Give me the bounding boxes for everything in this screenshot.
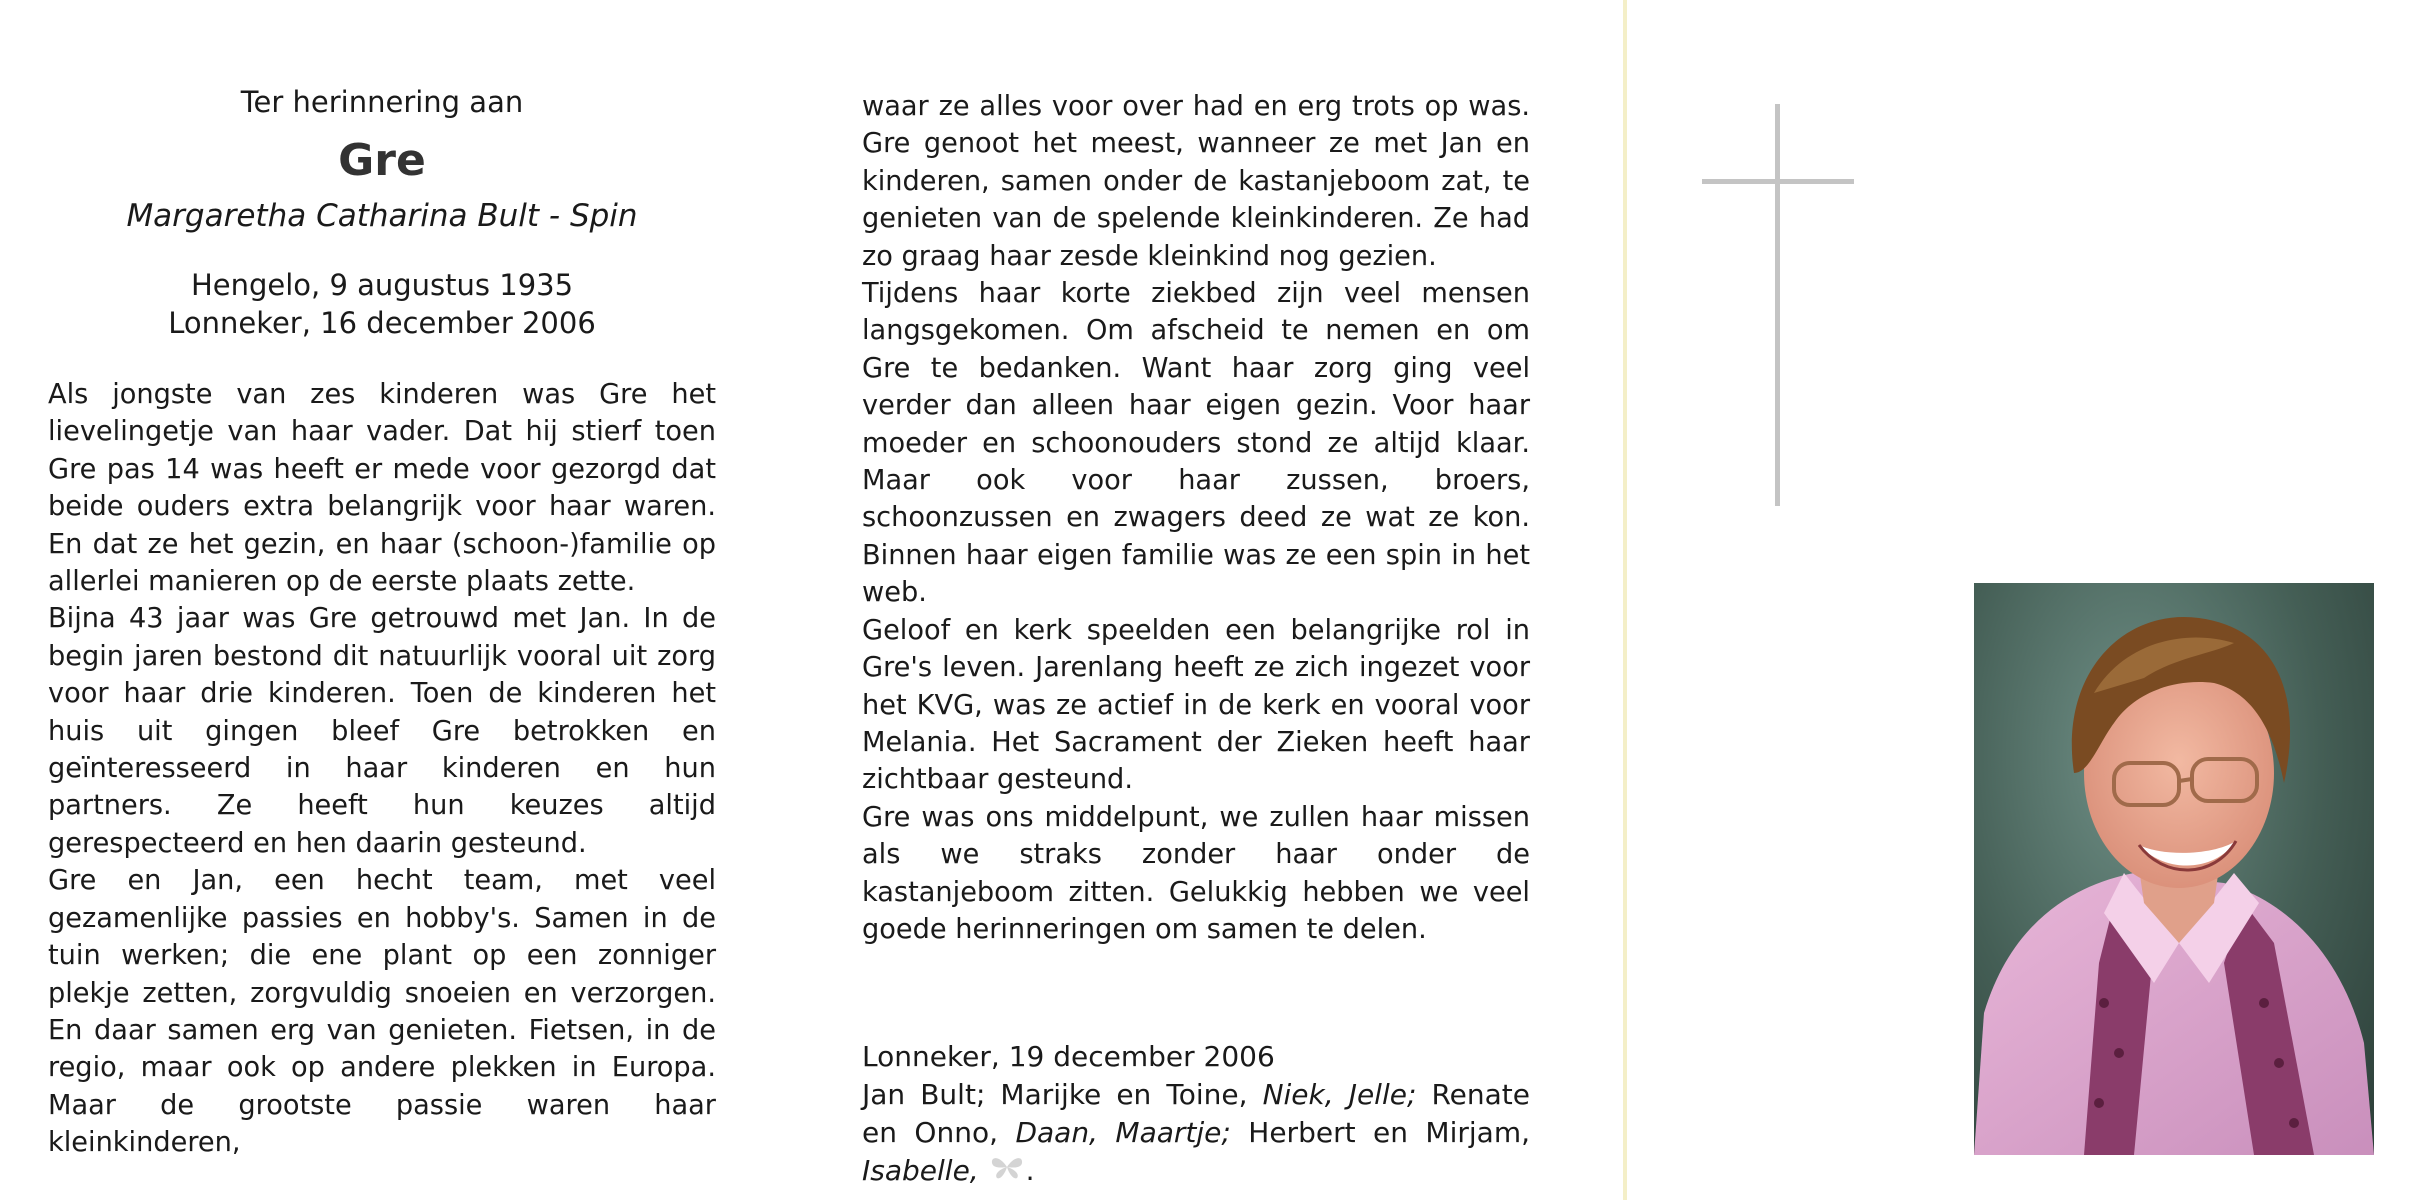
paragraph: waar ze alles voor over had en erg trots op was. Gre genoot het meest, wanneer ze met Jan en kinderen, samen onder de kastanjeboom zat, te genieten van de spelende kleinkinderen. Ze had zo graag haar zesde kleinkind nog gezien. <box>862 91 1530 272</box>
family-text: Renate en Onno, <box>862 1078 1531 1150</box>
left-column <box>48 82 716 1162</box>
grandchildren-names: Niek, Jelle; <box>1262 1078 1417 1112</box>
paragraph: Als jongste van zes kinderen was Gre het lievelingetje van haar vader. Dat hij stierf toen Gre pas 14 was heeft er mede voor gezorgd dat beide ouders extra belangrijk voor haar waren. En dat ze het gezin, en haar (schoon-)familie op allerlei manieren op de eerste plaats zette. <box>48 379 716 598</box>
paragraph: Tijdens haar korte ziekbed zijn veel mensen langsgekomen. Om afscheid te nemen en om Gre te bedanken. Want haar zorg ging veel verder dan alleen haar eigen gezin. Voor haar moeder en schoonouders stond ze altijd klaar. Maar ook voor haar zussen, broers, schoonzussen en zwagers deed ze wat ze kon. Binnen haar eigen familie was ze een spin in het web. <box>862 278 1530 609</box>
grandchildren-names: Daan, Maartje; <box>1015 1116 1231 1150</box>
biography-right <box>862 88 1530 948</box>
paragraph: Gre was ons middelpunt, we zullen haar missen als we straks zonder haar onder de kastanjeboom zitten. Gelukkig hebben we veel goede herinneringen om samen te delen. <box>862 801 1530 945</box>
cross-icon-bar <box>1702 179 1854 184</box>
family-text: . <box>1025 1154 1035 1188</box>
family-names <box>862 1076 1530 1191</box>
biography-left <box>48 376 716 1162</box>
grandchildren-names: Isabelle, <box>862 1154 979 1188</box>
birth-line: Hengelo, 9 augustus 1935 <box>190 268 574 302</box>
life-dates <box>48 266 716 342</box>
paragraph: Bijna 43 jaar was Gre getrouwd met Jan. In de begin jaren bestond dit natuurlijk vooral uit zorg voor haar drie kinderen. Toen de kinderen het huis uit gingen bleef Gre betrokken en geïnteresseerd in haar kinderen en hun partners. Ze heeft hun keuzes altijd gerespecteerd en hen daarin gesteund. <box>48 603 716 859</box>
death-line: Lonneker, 16 december 2006 <box>168 306 596 340</box>
card-heading: Ter herinnering aan <box>240 85 524 119</box>
butterfly-icon <box>988 1153 1026 1191</box>
family-text: Jan Bult; Marijke en Toine, <box>862 1078 1263 1112</box>
deceased-name: Gre <box>338 135 426 186</box>
middle-column <box>862 88 1530 1191</box>
paragraph: Gre en Jan, een hecht team, met veel gezamenlijke passies en hobby's. Samen in de tuin werken; die ene plant op een zonniger plekje zetten, zorgvuldig snoeien en verzorgen. En daar samen erg van genieten. Fietsen, in de regio, maar ook op andere plekken in Europa. Maar de grootste passie waren haar kleinkinderen, <box>48 865 716 1159</box>
cross-icon <box>1775 104 1780 506</box>
portrait-photo <box>1974 583 2374 1155</box>
paragraph: Geloof en kerk speelden een belangrijke rol in Gre's leven. Jarenlang heeft ze zich ingezet voor het KVG, was ze actief in de kerk en vooral voor Melania. Het Sacrament der Zieken heeft haar zichtbaar gesteund. <box>862 614 1530 796</box>
family-text: Herbert en Mirjam, <box>1230 1116 1530 1150</box>
signature-date: Lonneker, 19 december 2006 <box>862 1040 1275 1074</box>
deceased-full-name: Margaretha Catharina Bult - Spin <box>126 198 638 234</box>
